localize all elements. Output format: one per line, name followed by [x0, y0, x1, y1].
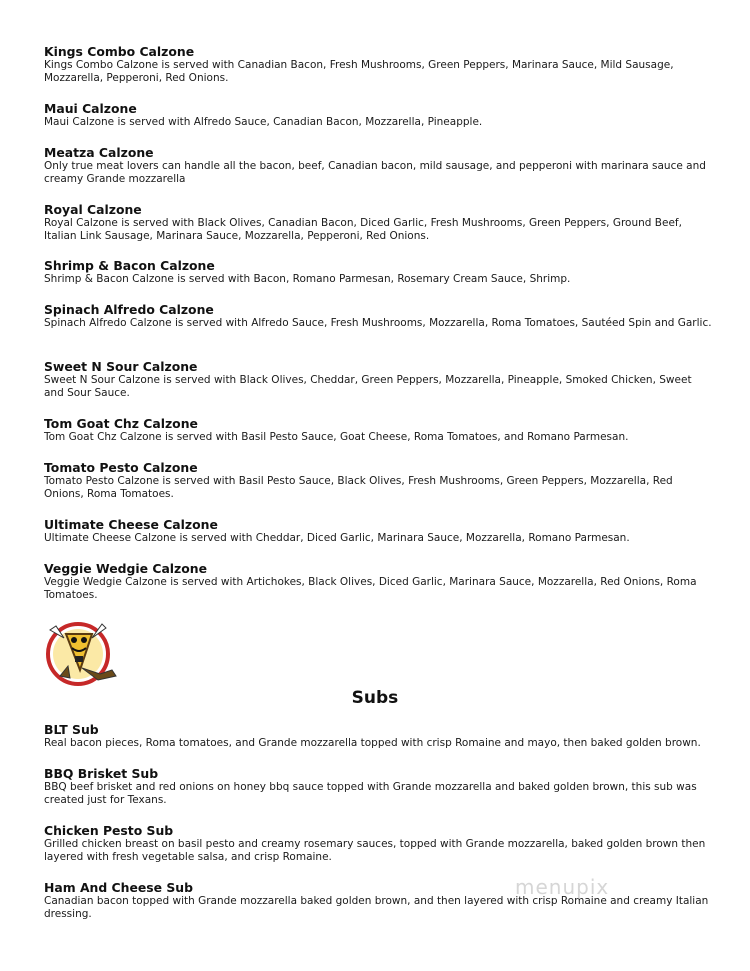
item-name: Royal Calzone — [44, 202, 142, 217]
section-title-subs: Subs — [351, 688, 399, 708]
item-name: Sweet N Sour Calzone — [44, 359, 198, 374]
menu-item — [44, 302, 714, 330]
item-description: Veggie Wedgie Calzone is served with Artichokes, Black Olives, Diced Garlic, Marinara Sauce, Mozzarella, Red Onions, Roma Tomatoes. — [44, 576, 697, 601]
menu-item — [44, 258, 714, 286]
item-name: Shrimp & Bacon Calzone — [44, 258, 215, 273]
menu-item — [44, 766, 714, 807]
menu-item — [44, 145, 714, 186]
item-name: Maui Calzone — [44, 101, 137, 116]
item-name: Chicken Pesto Sub — [44, 823, 174, 838]
item-name: Tomato Pesto Calzone — [44, 460, 198, 475]
menu-item — [44, 101, 714, 129]
menu-item — [44, 823, 714, 864]
menu-item — [44, 460, 714, 501]
menu-item — [44, 416, 714, 444]
item-name: Veggie Wedgie Calzone — [44, 561, 208, 576]
item-description: BBQ beef brisket and red onions on honey bbq sauce topped with Grande mozzarella and baked golden brown, this sub was created just for Texans. — [44, 781, 697, 806]
item-description: Kings Combo Calzone is served with Canadian Bacon, Fresh Mushrooms, Green Peppers, Marinara Sauce, Mild Sausage, Mozzarella, Pepperoni, Red Onions. — [44, 59, 674, 84]
item-description: Maui Calzone is served with Alfredo Sauce, Canadian Bacon, Mozzarella, Pineapple. — [44, 116, 483, 128]
menupix-watermark: menupix — [515, 875, 610, 899]
menu-item — [44, 722, 714, 750]
restaurant-logo — [42, 618, 124, 686]
item-description: Real bacon pieces, Roma tomatoes, and Grande mozzarella topped with crisp Romaine and mayo, then baked golden brown. — [44, 737, 701, 749]
item-description: Shrimp & Bacon Calzone is served with Bacon, Romano Parmesan, Rosemary Cream Sauce, Shrimp. — [44, 273, 571, 285]
menu-item — [44, 202, 714, 243]
item-description: Tom Goat Chz Calzone is served with Basil Pesto Sauce, Goat Cheese, Roma Tomatoes, and Romano Parmesan. — [44, 431, 629, 443]
item-description: Royal Calzone is served with Black Olives, Canadian Bacon, Diced Garlic, Fresh Mushrooms, Green Peppers, Ground Beef, Italian Link Sausage, Marinara Sauce, Mozzarella, Pepperoni, Red Onions. — [44, 217, 682, 242]
menu-item — [44, 359, 714, 400]
menu-item — [44, 517, 714, 545]
menu-item — [44, 44, 714, 85]
item-name: BBQ Brisket Sub — [44, 766, 159, 781]
flying-pizza-mascot-logo-icon — [42, 618, 124, 686]
item-description: Only true meat lovers can handle all the bacon, beef, Canadian bacon, mild sausage, and pepperoni with marinara sauce and creamy Grande mozzarella — [44, 160, 706, 185]
item-description: Sweet N Sour Calzone is served with Black Olives, Cheddar, Green Peppers, Mozzarella, Pineapple, Smoked Chicken, Sweet and Sour Sauce. — [44, 374, 692, 399]
item-description: Canadian bacon topped with Grande mozzarella baked golden brown, and then layered with crisp Romaine and creamy Italian dressing. — [44, 895, 709, 920]
item-description: Tomato Pesto Calzone is served with Basil Pesto Sauce, Black Olives, Fresh Mushrooms, Green Peppers, Mozzarella, Red Onions, Roma Tomatoes. — [44, 475, 673, 500]
item-name: Kings Combo Calzone — [44, 44, 195, 59]
item-name: Meatza Calzone — [44, 145, 154, 160]
menu-item — [44, 561, 714, 602]
item-name: Spinach Alfredo Calzone — [44, 302, 214, 317]
item-description: Grilled chicken breast on basil pesto and creamy rosemary sauces, topped with Grande mozzarella, baked golden brown then layered with fresh vegetable salsa, and crisp Romaine. — [44, 838, 706, 863]
item-description: Spinach Alfredo Calzone is served with Alfredo Sauce, Fresh Mushrooms, Mozzarella, Roma Tomatoes, Sautéed Spin and Garlic. — [44, 317, 712, 329]
item-name: BLT Sub — [44, 722, 99, 737]
item-name: Tom Goat Chz Calzone — [44, 416, 198, 431]
item-description: Ultimate Cheese Calzone is served with Cheddar, Diced Garlic, Marinara Sauce, Mozzarella, Romano Parmesan. — [44, 532, 630, 544]
item-name: Ham And Cheese Sub — [44, 880, 193, 895]
menu-item — [44, 880, 714, 921]
item-name: Ultimate Cheese Calzone — [44, 517, 218, 532]
